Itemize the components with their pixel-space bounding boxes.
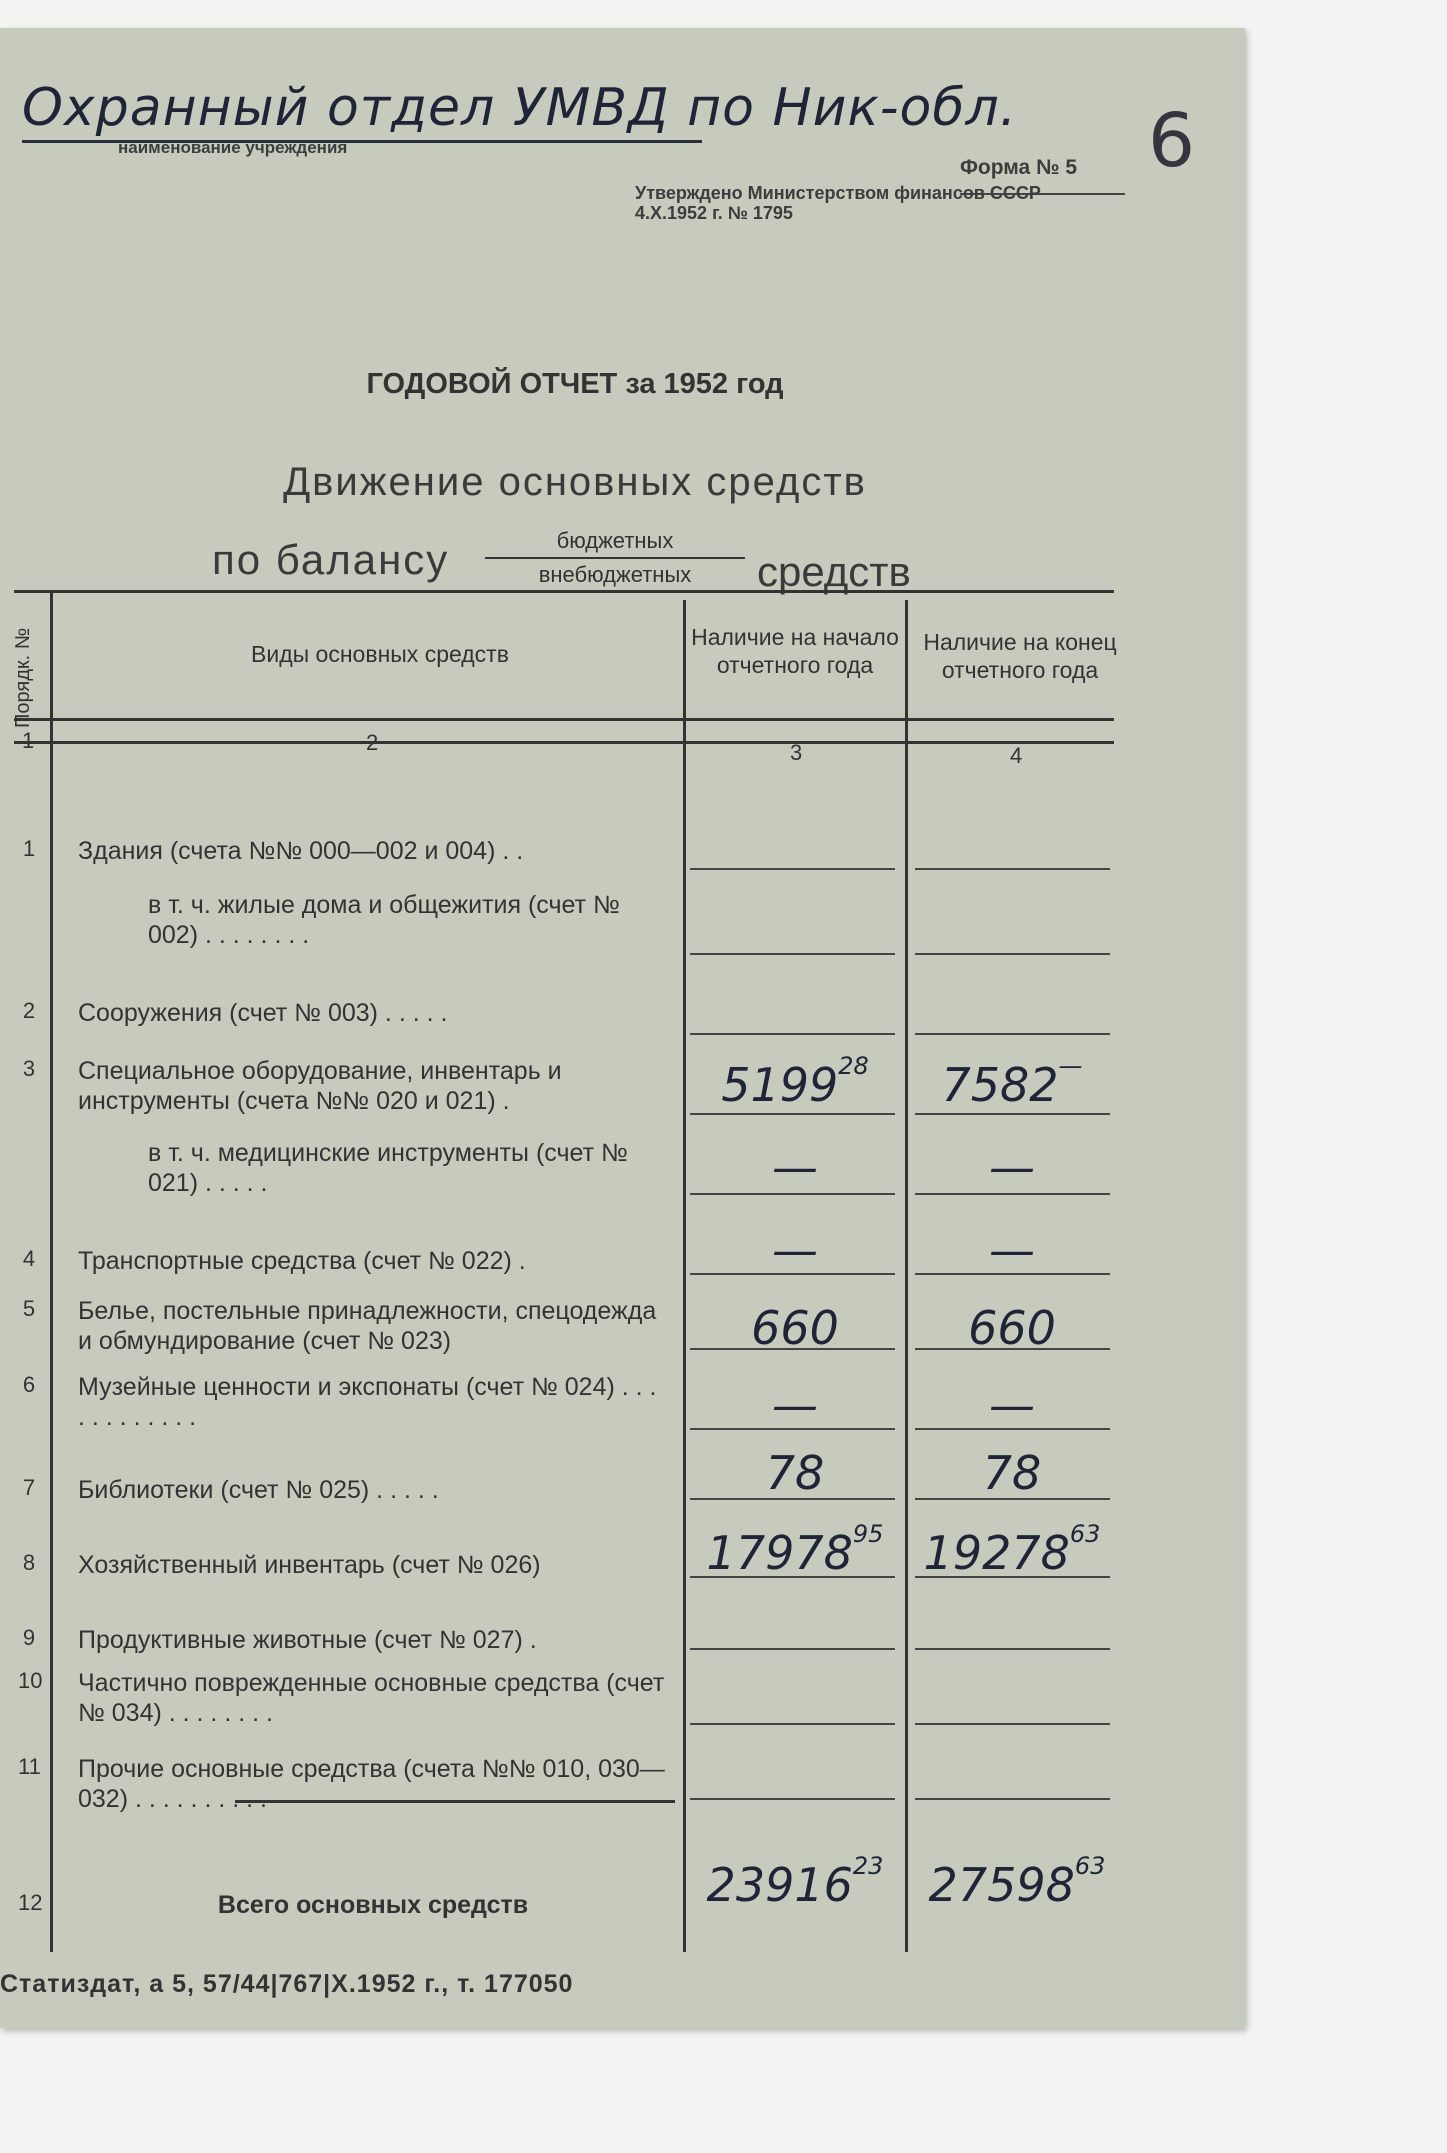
row-number: 8 bbox=[22, 1550, 36, 1575]
total-start-value bbox=[690, 1852, 900, 1912]
start-cell-line bbox=[690, 868, 895, 870]
report-subtitle: Движение основных средств bbox=[283, 460, 867, 504]
total-start-rub: 23916 bbox=[706, 1858, 853, 1912]
row-number: 2 bbox=[22, 998, 36, 1023]
row-label: Прочие основные средства (счета №№ 010, 030—032) . . . . . . . . . . bbox=[78, 1755, 665, 1813]
row-number: 6 bbox=[22, 1372, 36, 1397]
end-value bbox=[912, 1140, 1112, 1194]
start-value bbox=[690, 1301, 900, 1355]
start-value bbox=[690, 1052, 900, 1112]
total-start-kop: 23 bbox=[852, 1852, 884, 1880]
balance-prefix: по балансу bbox=[212, 536, 450, 583]
table-top-line bbox=[14, 590, 1114, 593]
print-imprint: Статиздат, а 5, 57/44|767|X.1952 г., т. 177050 bbox=[0, 1970, 574, 1998]
header-end: Наличие на конец отчетного года bbox=[923, 629, 1117, 683]
row-number: 10 bbox=[18, 1668, 43, 1693]
row-label: Специальное оборудование, инвентарь и инструменты (счета №№ 020 и 021) . bbox=[78, 1057, 562, 1115]
colnum-2: 2 bbox=[366, 730, 379, 755]
end-rub: — bbox=[989, 1140, 1035, 1194]
end-cell-line bbox=[915, 1033, 1110, 1035]
balance-fraction bbox=[485, 528, 745, 588]
start-cell-line bbox=[690, 1033, 895, 1035]
row-label: Здания (счета №№ 000—002 и 004) . . bbox=[78, 837, 524, 865]
col-divider-2 bbox=[683, 600, 686, 1952]
header-types: Виды основных средств bbox=[251, 641, 509, 667]
start-rub: — bbox=[772, 1140, 818, 1194]
row-label: Библиотеки (счет № 025) . . . . . bbox=[78, 1476, 439, 1504]
report-sheet bbox=[0, 28, 1245, 2028]
end-rub: 78 bbox=[982, 1446, 1042, 1500]
row-number: 1 bbox=[22, 836, 36, 861]
start-rub: 5199 bbox=[721, 1058, 839, 1112]
end-cell-line bbox=[915, 1798, 1110, 1800]
colnum-3: 3 bbox=[790, 740, 803, 765]
total-end-kop: 63 bbox=[1074, 1852, 1106, 1880]
header-start: Наличие на начало отчетного года bbox=[691, 624, 899, 678]
start-value bbox=[690, 1378, 900, 1432]
total-end-rub: 27598 bbox=[928, 1858, 1075, 1912]
end-cell-line bbox=[915, 953, 1110, 955]
end-value bbox=[912, 1223, 1112, 1277]
col-divider-3 bbox=[905, 600, 908, 1952]
end-rub: — bbox=[989, 1378, 1035, 1432]
row-label: Сооружения (счет № 003) . . . . . bbox=[78, 999, 448, 1027]
start-rub: 17978 bbox=[706, 1526, 853, 1580]
row-number: 9 bbox=[22, 1625, 36, 1650]
row-label: в т. ч. жилые дома и общежития (счет № 002) . . . . . . . . bbox=[148, 891, 620, 949]
start-kop: 95 bbox=[852, 1520, 884, 1548]
fraction-top: бюджетных bbox=[485, 528, 745, 559]
header-bottom-line bbox=[14, 718, 1114, 721]
fraction-bottom: внебюджетных bbox=[538, 562, 692, 587]
start-cell-line bbox=[690, 1723, 895, 1725]
start-cell-line bbox=[690, 1798, 895, 1800]
start-kop: 28 bbox=[838, 1052, 869, 1080]
row-label: в т. ч. медицинские инструменты (счет № 021) . . . . . bbox=[148, 1139, 628, 1197]
total-row-number: 12 bbox=[18, 1890, 43, 1915]
colnum-1: 1 bbox=[22, 728, 35, 753]
form-number: Форма № 5 bbox=[960, 156, 1077, 179]
end-value bbox=[912, 1378, 1112, 1432]
end-value bbox=[912, 1520, 1112, 1580]
row-label: Транспортные средства (счет № 022) . bbox=[78, 1247, 526, 1275]
colnum-line bbox=[14, 741, 1114, 744]
end-cell-line bbox=[915, 868, 1110, 870]
colnum-4: 4 bbox=[1010, 743, 1023, 768]
start-rub: — bbox=[772, 1223, 818, 1277]
header-order: Порядк. № bbox=[12, 627, 34, 728]
col-divider-1 bbox=[50, 590, 53, 1952]
row-label: Частично поврежденные основные средства (счет № 034) . . . . . . . . bbox=[78, 1669, 665, 1727]
start-value bbox=[690, 1140, 900, 1194]
balance-suffix: средств bbox=[757, 548, 911, 595]
end-cell-line bbox=[915, 1113, 1110, 1115]
row-label: Музейные ценности и экспонаты (счет № 024) . . . . . . . . . . . . bbox=[78, 1373, 657, 1431]
start-cell-line bbox=[690, 1648, 895, 1650]
row-number: 4 bbox=[22, 1246, 36, 1271]
start-rub: — bbox=[772, 1378, 818, 1432]
approval-note bbox=[635, 183, 1041, 223]
end-rub: 19278 bbox=[923, 1526, 1070, 1580]
start-cell-line bbox=[690, 953, 895, 955]
organization-name: Охранный отдел УМВД по Ник-обл. bbox=[22, 78, 1018, 138]
start-rub: 660 bbox=[751, 1301, 839, 1355]
end-kop: — bbox=[1058, 1052, 1083, 1080]
end-kop: 63 bbox=[1069, 1520, 1101, 1548]
row-label: Хозяйственный инвентарь (счет № 026) bbox=[78, 1551, 541, 1579]
row-number: 11 bbox=[18, 1754, 41, 1779]
row-label: Продуктивные животные (счет № 027) . bbox=[78, 1626, 537, 1654]
report-title: ГОДОВОЙ ОТЧЕТ за 1952 год bbox=[366, 368, 784, 400]
row-number: 7 bbox=[22, 1475, 36, 1500]
total-end-value bbox=[912, 1852, 1122, 1912]
end-rub: 660 bbox=[968, 1301, 1056, 1355]
end-value bbox=[912, 1301, 1112, 1355]
end-rub: 7582 bbox=[941, 1058, 1059, 1112]
approval-line-2: 4.X.1952 г. № 1795 bbox=[635, 203, 793, 223]
organization-caption: наименование учреждения bbox=[118, 138, 348, 157]
row-number: 3 bbox=[22, 1056, 36, 1081]
approval-line-1: Утверждено Министерством финансов СССР bbox=[635, 183, 1041, 203]
start-value bbox=[690, 1520, 900, 1580]
start-value bbox=[690, 1223, 900, 1277]
start-cell-line bbox=[690, 1113, 895, 1115]
end-value bbox=[912, 1446, 1112, 1500]
end-rub: — bbox=[989, 1223, 1035, 1277]
start-value bbox=[690, 1446, 900, 1500]
end-cell-line bbox=[915, 1648, 1110, 1650]
row-label: Белье, постельные принадлежности, спецодежда и обмундирование (счет № 023) bbox=[78, 1297, 657, 1355]
total-label: Всего основных средств bbox=[217, 1891, 529, 1919]
end-cell-line bbox=[915, 1723, 1110, 1725]
start-rub: 78 bbox=[765, 1446, 825, 1500]
row-number: 5 bbox=[22, 1296, 36, 1321]
page-number: 6 bbox=[1148, 98, 1196, 184]
end-value bbox=[912, 1052, 1112, 1112]
